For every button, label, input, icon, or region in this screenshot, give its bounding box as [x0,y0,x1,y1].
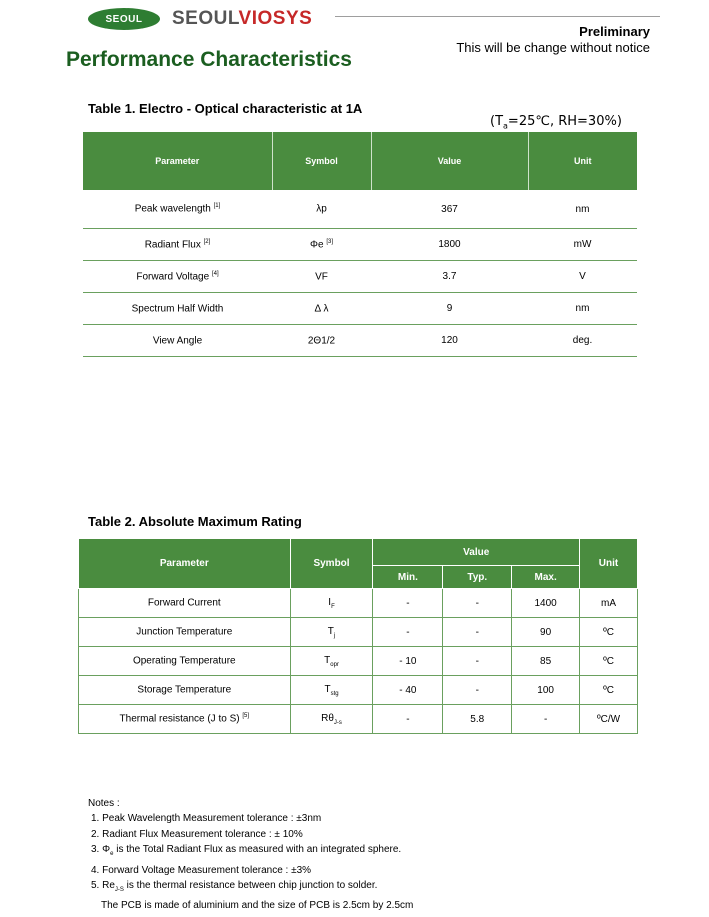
logo-wordmark [172,8,312,30]
logo-wordmark-a: SEOUL [172,8,239,29]
symbol-text: I [328,596,332,608]
notes-section [88,796,413,914]
cell-value: 367 [371,190,528,229]
symbol-text: T [324,654,331,666]
symbol-text: T [324,683,331,695]
table-row [79,705,638,734]
symbol-text: Δ λ [314,303,329,315]
condition-open: (T [490,114,504,129]
cell-parameter [83,293,272,325]
cell-typ: - [443,589,512,618]
column-header-max: Max. [512,566,580,589]
column-header-min: Min. [373,566,443,589]
cell-min: - [373,618,443,647]
cell-typ: - [443,618,512,647]
symbol-subscript: j [333,632,336,639]
table-row [83,190,637,229]
cell-unit: V [528,261,637,293]
electro-optical-table [83,132,637,357]
logo-badge [88,8,160,30]
cell-unit: deg. [528,325,637,357]
cell-unit: nm [528,190,637,229]
parameter-footnote: [4] [211,270,219,277]
cell-value: 120 [371,325,528,357]
cell-min: - 40 [373,676,443,705]
symbol-subscript: F [331,603,335,610]
note-3-a: 3. Φ [91,844,111,856]
company-logo [88,6,312,32]
cell-symbol [272,229,371,261]
cell-value: 3.7 [371,261,528,293]
cell-max: 85 [512,647,580,676]
cell-symbol [272,261,371,293]
parameter-text: View Angle [152,335,203,347]
parameter-text: Storage Temperature [137,684,232,696]
condition-sub: a [503,121,508,131]
note-pcb: The PCB is made of aluminium and the size of PCB is 2.5cm by 2.5cm [101,900,414,912]
cell-unit: ºC [580,618,638,647]
table-header-row [79,539,638,566]
table-row [79,618,638,647]
table-row [83,293,637,325]
parameter-text: Radiant Flux [144,239,204,251]
symbol-text: 2Θ1/2 [307,335,336,347]
symbol-footnote: [3] [326,238,333,245]
cell-unit: ºC [580,676,638,705]
column-header-value: Value [373,539,580,566]
table2-title: Table 2. Absolute Maximum Rating [88,514,302,529]
symbol-text: VF [315,271,328,283]
column-header-typ: Typ. [443,566,512,589]
cell-symbol [272,293,371,325]
cell-max: 90 [512,618,580,647]
table-row [83,325,637,357]
cell-max: 100 [512,676,580,705]
header-rule [335,16,660,17]
parameter-footnote: [1] [213,203,221,210]
symbol-subscript: stg [330,690,339,697]
parameter-text: Peak wavelength [134,203,214,215]
cell-max: - [512,705,580,734]
cell-parameter [79,589,291,618]
table-row [79,676,638,705]
cell-symbol [290,589,373,618]
cell-parameter [83,190,272,229]
note-1: 1. Peak Wavelength Measurement tolerance : ±3nm [91,813,322,825]
cell-symbol [272,325,371,357]
cell-parameter [83,261,272,293]
cell-symbol [290,647,373,676]
cell-parameter [79,676,291,705]
cell-parameter [79,705,291,734]
cell-value: 1800 [371,229,528,261]
cell-max: 1400 [512,589,580,618]
symbol-text: T [327,625,334,637]
cell-min: - [373,589,443,618]
parameter-footnote: [5] [242,713,250,720]
note-5 [88,878,413,898]
cell-unit: ºC [580,647,638,676]
cell-typ: 5.8 [443,705,512,734]
note-5-b: is the thermal resistance between chip junction to solder. [123,880,378,892]
note-5-a: 5. Re [91,880,115,892]
table-row [83,261,637,293]
table-row [79,589,638,618]
cell-parameter [83,325,272,357]
symbol-text: Rθ [321,712,334,724]
cell-symbol [290,676,373,705]
note-3 [88,842,413,862]
column-header-parameter: Parameter [83,132,272,190]
parameter-text: Operating Temperature [132,655,236,667]
cell-symbol [290,705,373,734]
logo-wordmark-b: VIOSYS [238,8,313,29]
notes-title: Notes : [88,798,120,809]
cell-parameter [79,618,291,647]
cell-unit: mW [528,229,637,261]
cell-typ: - [443,676,512,705]
note-5-sub: J-S [114,887,124,894]
column-header-unit: Unit [528,132,637,190]
cell-parameter [83,229,272,261]
column-header-symbol: Symbol [272,132,371,190]
note-2: 2. Radiant Flux Measurement tolerance : ± 10% [91,828,303,840]
absolute-maximum-rating-table [78,538,638,734]
preliminary-label: Preliminary [579,24,650,39]
test-condition [490,114,622,131]
table-row [83,229,637,261]
table1-title: Table 1. Electro - Optical characteristic at 1A [88,101,363,116]
symbol-text: λp [316,203,327,215]
table-header-row [83,132,637,190]
parameter-text: Thermal resistance (J to S) [119,713,243,725]
cell-unit: mA [580,589,638,618]
cell-min: - 10 [373,647,443,676]
symbol-subscript: J-s [333,719,342,726]
cell-value: 9 [371,293,528,325]
symbol-subscript: opr [330,661,339,668]
column-header-symbol: Symbol [290,539,373,589]
change-notice: This will be change without notice [456,40,650,55]
symbol-text: Φe [310,239,327,251]
column-header-unit: Unit [580,539,638,589]
note-3-sub: e [110,851,114,858]
cell-symbol [290,618,373,647]
cell-symbol [272,190,371,229]
parameter-text: Forward Voltage [136,271,212,283]
table-row [79,647,638,676]
cell-unit: nm [528,293,637,325]
page-title: Performance Characteristics [66,48,352,71]
cell-unit: ºC/W [580,705,638,734]
parameter-text: Junction Temperature [136,626,233,638]
note-4: 4. Forward Voltage Measurement tolerance : ±3% [91,864,312,876]
cell-parameter [79,647,291,676]
note-3-b: is the Total Radiant Flux as measured with an integrated sphere. [113,844,402,856]
column-header-value: Value [371,132,528,190]
cell-min: - [373,705,443,734]
parameter-text: Forward Current [147,597,221,609]
condition-rest: =25℃, RH=30%) [507,114,622,129]
parameter-footnote: [2] [203,238,211,245]
cell-typ: - [443,647,512,676]
logo-badge-text: SEOUL [105,13,143,25]
parameter-text: Spectrum Half Width [131,303,224,315]
column-header-parameter: Parameter [79,539,291,589]
